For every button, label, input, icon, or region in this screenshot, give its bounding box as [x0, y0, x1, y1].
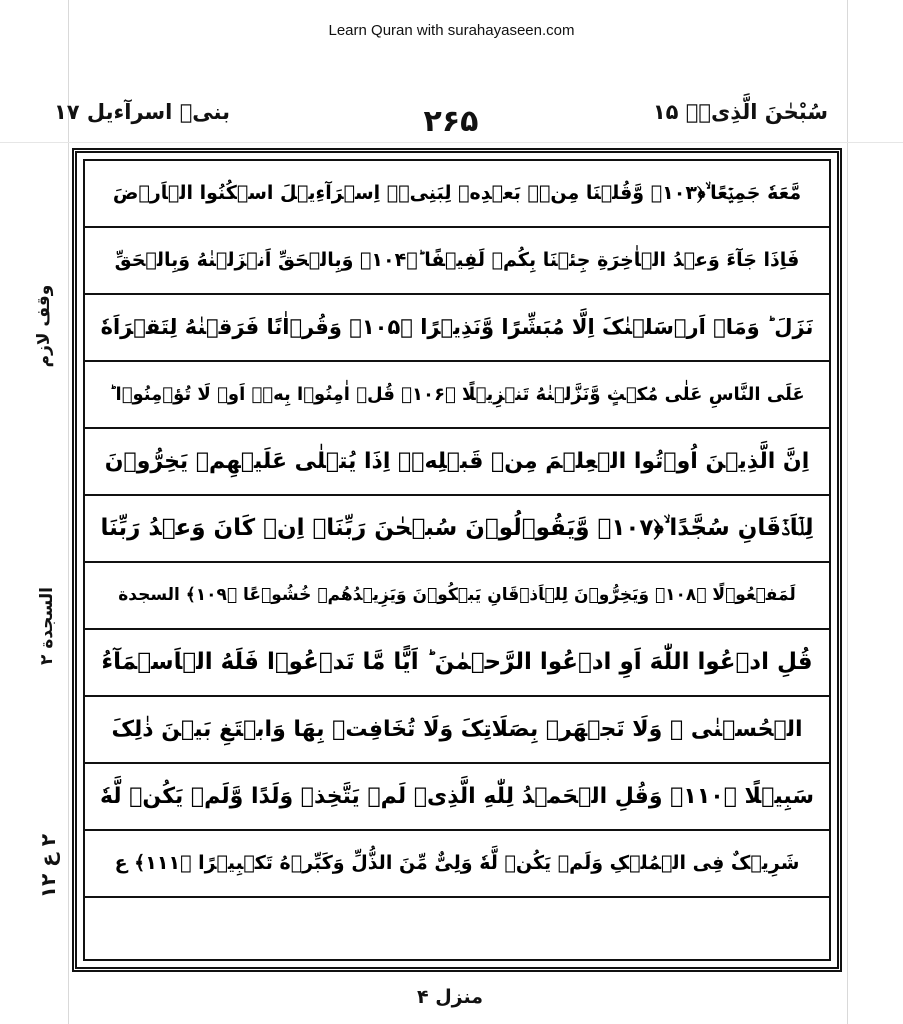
- page-guide-left: [68, 0, 69, 1024]
- site-header: Learn Quran with surahayaseen.com: [328, 22, 575, 39]
- verse-line: [85, 362, 829, 429]
- running-head-juz: سُبْحٰنَ الَّذِیۡۤ ۱۵: [652, 100, 828, 124]
- margin-note-waqf: وقف لازم: [34, 284, 54, 368]
- verse-line: [85, 228, 829, 295]
- verse-line-text: شَرِیۡکٌ فِی الۡمُلۡکِ وَلَمۡ یَکُنۡ لَّهٗ وَلِیٌّ مِّنَ الذُّلِّ وَکَبِّرۡهُ تَکۡبِیۡرًا ﴿۱۱۱﴾ ع: [114, 852, 800, 874]
- verse-line-text: الۡحُسۡنٰی ۚ وَلَا تَجۡهَرۡ بِصَلَاتِکَ وَلَا تُخَافِتۡ بِهَا وَابۡتَغِ بَیۡنَ ذٰلِکَ: [111, 716, 803, 742]
- text-frame: [72, 148, 842, 972]
- verse-line: [85, 295, 829, 362]
- verse-line-text: لِلۡاَذۡقَانِ سُجَّدًا ۙ﴿۱۰۷﴾ وَّیَقُوۡلُوۡنَ سُبۡحٰنَ رَبِّنَاۤ اِنۡ کَانَ وَعۡدُ رَبِّنَا: [100, 515, 814, 541]
- verse-line: [85, 831, 829, 898]
- running-head-surah: بنیۤ اسرآءیل ۱۷: [53, 100, 230, 124]
- verse-line-text: مَّعَهٗ جَمِیۡعًا ۙ﴿۱۰۳﴾ وَّقُلۡنَا مِنۡۢ بَعۡدِهٖ لِبَنِیۡۤ اِسۡرَآءِیۡلَ اسۡکُنُوا الۡاَرۡضَ: [112, 182, 802, 204]
- verse-line: [85, 764, 829, 831]
- page-number: ۲۶۵: [423, 104, 479, 139]
- verse-line-text: قُلِ ادۡعُوا اللّٰهَ اَوِ ادۡعُوا الرَّحۡمٰنَ ؕ اَیًّا مَّا تَدۡعُوۡا فَلَهُ الۡاَسۡمَآءُ: [101, 649, 813, 675]
- margin-note-ruku: ۲ ع ۱۲: [36, 834, 60, 899]
- verse-line-text: نَزَلَ ؕ وَمَاۤ اَرۡسَلۡنٰکَ اِلَّا مُبَشِّرًا وَّنَذِیۡرًا ﴿۱۰۵﴾ وَقُرۡاٰنًا فَرَقۡنٰهُ لِتَقۡرَاَهٗ: [100, 315, 814, 339]
- verse-line: [85, 697, 829, 764]
- verse-line: [85, 161, 829, 228]
- margin-note-sajda: السجدة ۲: [37, 587, 57, 665]
- text-frame-inner: [83, 159, 831, 961]
- verse-line-text: سَبِیۡلًا ﴿۱۱۰﴾ وَقُلِ الۡحَمۡدُ لِلّٰهِ الَّذِیۡ لَمۡ یَتَّخِذۡ وَلَدًا وَّلَمۡ یَکُنۡ لَّهٗ: [99, 783, 815, 809]
- verse-line: [85, 630, 829, 697]
- verse-line-text: عَلَی النَّاسِ عَلٰی مُکۡثٍ وَّنَزَّلۡنٰهُ تَنۡزِیۡلًا ﴿۱۰۶﴾ قُلۡ اٰمِنُوۡا بِهٖۤ اَوۡ لَا تُؤۡمِنُوۡا ؕ: [109, 383, 805, 405]
- verse-line-text: اِنَّ الَّذِیۡنَ اُوۡتُوا الۡعِلۡمَ مِنۡ قَبۡلِهٖۤ اِذَا یُتۡلٰی عَلَیۡهِمۡ یَخِرُّوۡنَ: [104, 448, 810, 474]
- verse-line-text: لَمَفۡعُوۡلًا ﴿۱۰۸﴾ وَیَخِرُّوۡنَ لِلۡاَذۡقَانِ یَبۡکُوۡنَ وَیَزِیۡدُهُمۡ خُشُوۡعًا ﴿۱۰۹﴾ السجدة: [118, 585, 796, 605]
- page-guide-right: [847, 0, 848, 1024]
- page-guide-top: [0, 142, 903, 143]
- verse-line: [85, 563, 829, 630]
- verse-line: [85, 496, 829, 563]
- verse-line: [85, 429, 829, 496]
- footer-manzil: منزل ۴: [416, 986, 484, 1008]
- verse-line-text: فَاِذَا جَآءَ وَعۡدُ الۡاٰخِرَةِ جِئۡنَا بِکُمۡ لَفِیۡفًا ؕ﴿۱۰۴﴾ وَبِالۡحَقِّ اَنۡزَلۡنٰهُ وَبِالۡحَقِّ: [114, 249, 800, 271]
